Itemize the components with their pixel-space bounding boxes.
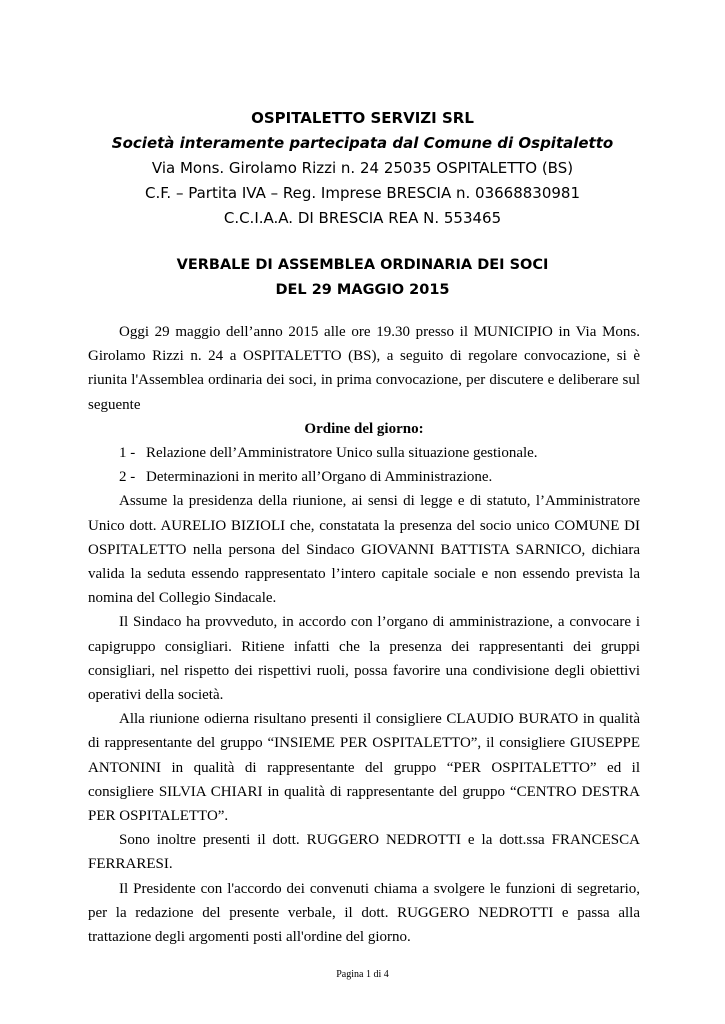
paragraph-also-present: Sono inoltre presenti il dott. RUGGERO NEDROTTI e la dott.ssa FRANCESCA FERRARESI.: [88, 832, 640, 873]
company-subtitle: Società interamente partecipata dal Comune di Ospitaletto: [111, 134, 614, 152]
company-address: Via Mons. Girolamo Rizzi n. 24 25035 OSPITALETTO (BS): [151, 159, 574, 177]
paragraph-presidency: Assume la presidenza della riunione, ai sensi di legge e di statuto, l’Amministratore Unico dott. AURELIO BIZIOLI che, constatata la presenza del socio unico COMUNE DI OSPITALETTO nella persona del Sindaco GIOVANNI BATTISTA SARNICO, dichiara valida la seduta essendo rappresentato l’intero capitale sociale e non essendo prevista la nomina del Collegio Sindacale.: [88, 493, 640, 607]
agenda-item-number: 1 -: [119, 445, 136, 462]
document-title: [60, 253, 665, 303]
title-line-2: DEL 29 MAGGIO 2015: [275, 282, 450, 298]
agenda-heading: Ordine del giorno:: [304, 420, 424, 437]
paragraph-intro: Oggi 29 maggio dell’anno 2015 alle ore 19.30 presso il MUNICIPIO in Via Mons. Girolamo Rizzi n. 24 a OSPITALETTO (BS), a seguito di regolare convocazione, si è riunita l'Assemblea ordinaria dei soci, in prima convocazione, per discutere e deliberare sul seguente: [88, 324, 640, 413]
page-number: Pagina 1 di 4: [336, 969, 389, 980]
document-body: [88, 320, 640, 949]
agenda-item-number: 2 -: [119, 469, 136, 486]
agenda-item-text: Determinazioni in merito all’Organo di Amministrazione.: [146, 469, 493, 486]
title-line-1: VERBALE DI ASSEMBLEA ORDINARIA DEI SOCI: [176, 257, 549, 273]
company-fiscal-info: C.F. – Partita IVA – Reg. Imprese BRESCIA n. 03668830981: [144, 184, 581, 202]
paragraph-attendees: Alla riunione odierna risultano presenti il consigliere CLAUDIO BURATO in qualità di rappresentante del gruppo “INSIEME PER OSPITALETTO”, il consigliere GIUSEPPE ANTONINI in qualità di rappresentante del gruppo “PER OSPITALETTO” ed il consigliere SILVIA CHIARI in qualità di rappresentante del gruppo “CENTRO DESTRA PER OSPITALETTO”.: [88, 711, 640, 825]
company-header: [60, 106, 665, 231]
company-rea: C.C.I.A.A. DI BRESCIA REA N. 553465: [223, 209, 502, 227]
agenda-item: [88, 465, 640, 489]
agenda-item-text: Relazione dell’Amministratore Unico sulla situazione gestionale.: [146, 445, 538, 462]
agenda-item: [88, 441, 640, 465]
company-name: OSPITALETTO SERVIZI SRL: [251, 109, 474, 127]
paragraph-secretary: Il Presidente con l'accordo dei convenuti chiama a svolgere le funzioni di segretario, per la redazione del presente verbale, il dott. RUGGERO NEDROTTI e passa alla trattazione degli argomenti posti all'ordine del giorno.: [88, 880, 640, 946]
paragraph-mayor: Il Sindaco ha provveduto, in accordo con l’organo di amministrazione, a convocare i capigruppo consigliari. Ritiene infatti che la presenza dei rappresentanti dei gruppi consigliari, nel rispetto dei rispettivi ruoli, possa favorire una condivisione degli obiettivi operativi della società.: [88, 614, 640, 704]
